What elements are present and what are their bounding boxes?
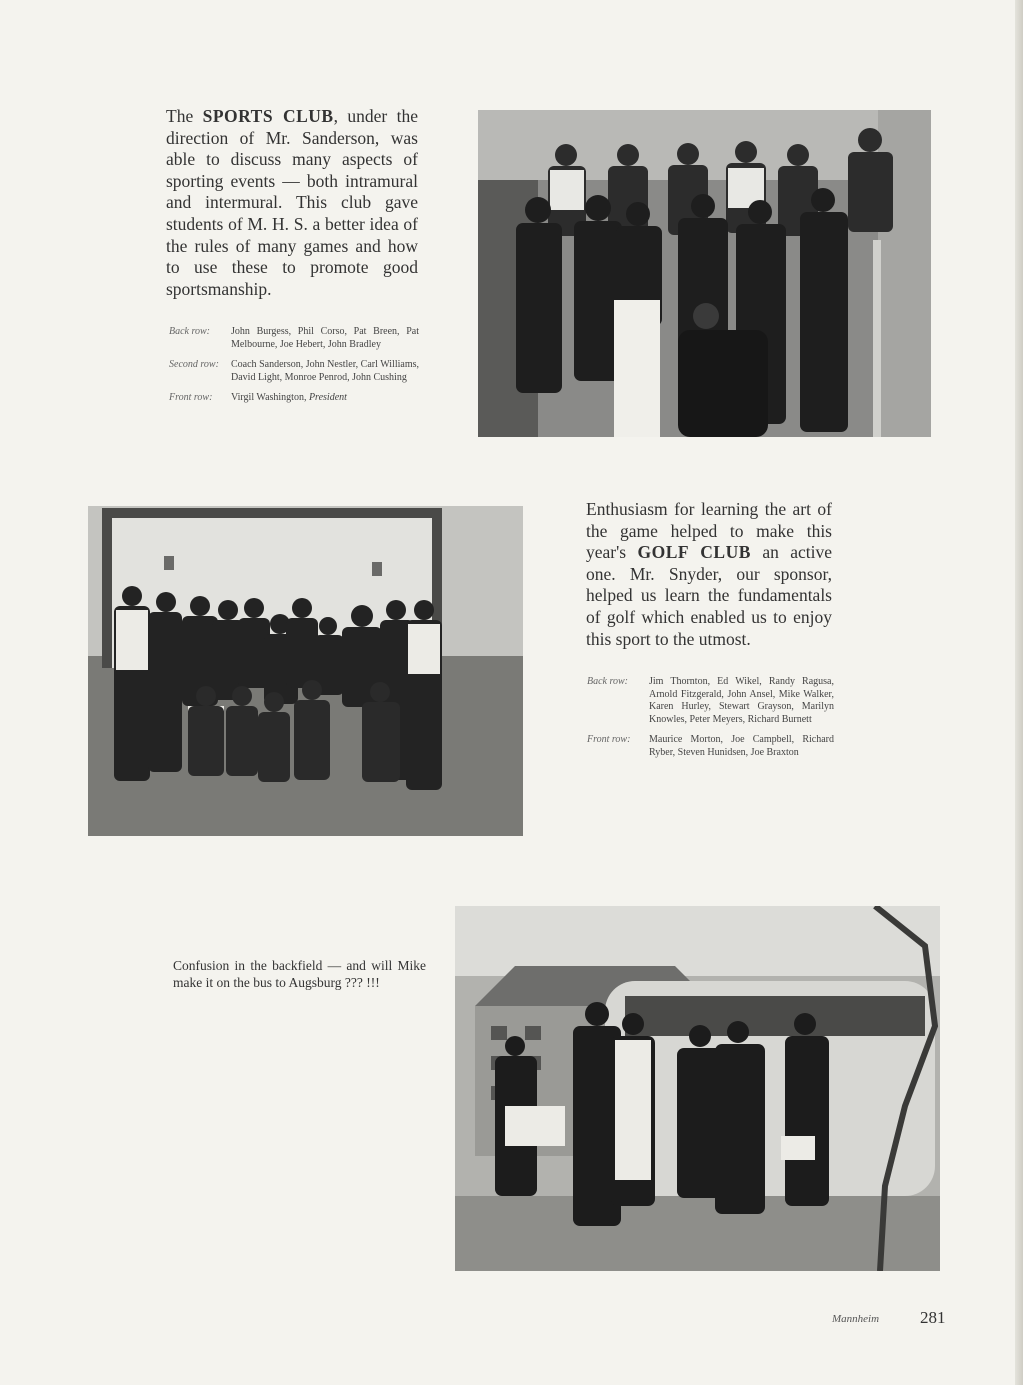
sports-club-photo: [478, 110, 931, 437]
golf-club-title: GOLF CLUB: [637, 542, 751, 563]
page-edge: [1015, 0, 1023, 1385]
roster-label: Front row:: [169, 392, 213, 404]
roster-label: Back row:: [587, 676, 629, 687]
golf-club-body: an active one. Mr. Snyder, our sponsor, helped us learn the fundamentals of golf which enabled us to enjoy this sport to the utmost.: [586, 542, 832, 649]
roster-title: President: [308, 392, 347, 404]
roster-row: [169, 359, 419, 384]
sports-club-title: SPORTS CLUB: [202, 106, 334, 126]
roster-row: [587, 676, 834, 726]
roster-row: [587, 734, 834, 759]
bus-photo: [455, 906, 940, 1271]
bus-photo-caption: Confusion in the backfield — and will Mike make it on the bus to Augsburg ??? !!!: [173, 958, 426, 990]
roster-names: Maurice Morton, Joe Campbell, Richard Ryber, Steven Hunidsen, Joe Braxton: [649, 734, 834, 758]
sports-club-roster: [169, 326, 419, 413]
roster-names: John Burgess, Phil Corso, Pat Breen, Pat Melbourne, Joe Hebert, John Bradley: [231, 326, 419, 350]
roster-names: Virgil Washington,: [231, 392, 309, 404]
sports-club-intro: The: [166, 106, 203, 126]
roster-row: [169, 392, 419, 405]
roster-row: [169, 326, 419, 351]
golf-club-roster: [587, 676, 834, 768]
roster-names: Coach Sanderson, John Nestler, Carl Williams, David Light, Monroe Penrod, John Cushing: [231, 359, 419, 383]
footer-school-name: Mannheim: [832, 1313, 880, 1325]
roster-names: Jim Thornton, Ed Wikel, Randy Ragusa, Arnold Fitzgerald, John Ansel, Mike Walker, Karen Hurley, Stewart Grayson, Marilyn Knowles, Peter Meyers, Richard Burnett: [649, 676, 834, 725]
page-number: 281: [920, 1308, 946, 1327]
sports-club-body: , under the direction of Mr. Sanderson, was able to discuss many aspects of sporting events — both intramural and intermural. This club gave students of M. H. S. a better idea of the rules of many games and how to use these to promote good sportsmanship.: [166, 106, 418, 299]
roster-label: Back row:: [169, 326, 211, 337]
golf-club-intro: Enthusiasm for learning the art of the game helped to make this year's: [586, 499, 832, 563]
golf-club-photo: [88, 506, 523, 836]
roster-label: Second row:: [169, 359, 219, 371]
golf-club-paragraph: [586, 499, 832, 650]
roster-label: Front row:: [587, 734, 631, 746]
sports-club-paragraph: [166, 106, 418, 300]
